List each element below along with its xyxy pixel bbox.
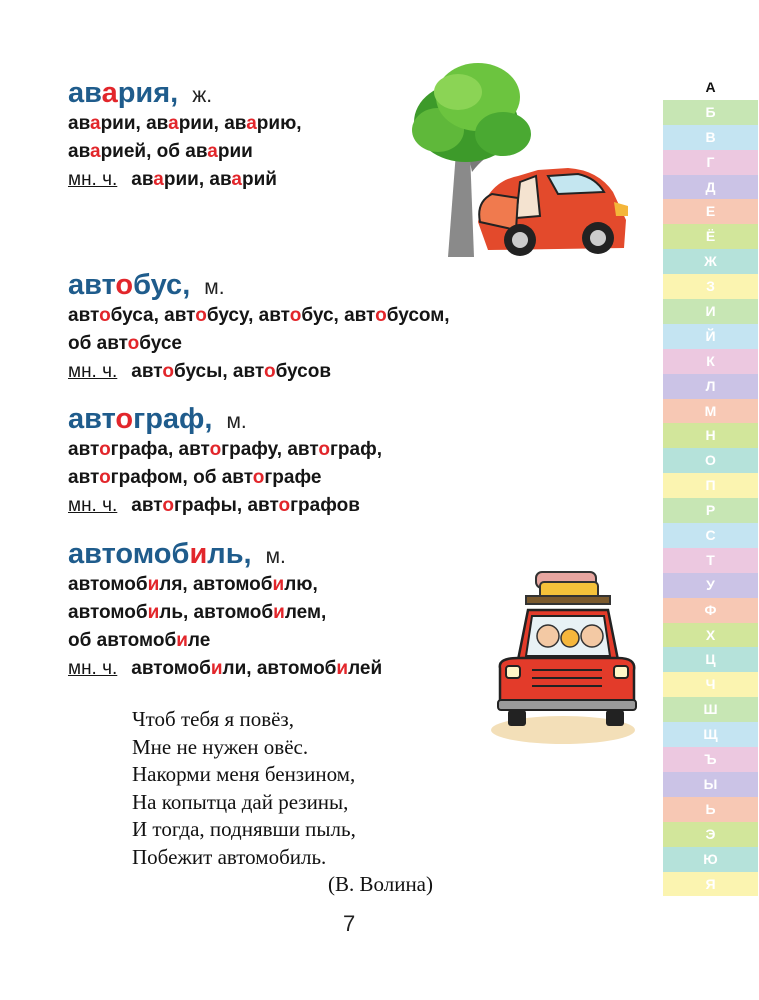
- alphabet-letter[interactable]: Н: [663, 423, 758, 448]
- form-line: [68, 436, 382, 464]
- stress-mark: о: [127, 333, 140, 354]
- form-text: графу, авт: [221, 439, 319, 460]
- stress-mark: о: [115, 269, 134, 301]
- form-text: буса, авт: [110, 305, 196, 326]
- form-line: [68, 599, 382, 627]
- stress-mark: и: [176, 630, 188, 651]
- stress-mark: о: [318, 439, 330, 460]
- alphabet-letter[interactable]: Х: [663, 623, 758, 648]
- case-forms: [68, 436, 382, 520]
- poem-author: (В. Волина): [328, 872, 433, 896]
- alphabet-letter[interactable]: Т: [663, 548, 758, 573]
- stress-mark: а: [90, 113, 101, 134]
- poem-line: И тогда, поднявши пыль,: [132, 817, 356, 841]
- form-text: авт: [131, 495, 163, 516]
- plural-line: [68, 358, 450, 386]
- stress-mark: о: [99, 305, 111, 326]
- stress-mark: а: [207, 141, 218, 162]
- stress-mark: и: [336, 658, 349, 679]
- alphabet-letter[interactable]: Ё: [663, 224, 758, 249]
- plural-label: мн. ч.: [68, 658, 118, 679]
- form-text: ле: [187, 630, 211, 651]
- form-text: рии, ав: [178, 113, 247, 134]
- plural-line: [68, 492, 382, 520]
- alphabet-letter[interactable]: Ю: [663, 847, 758, 872]
- alphabet-letter[interactable]: Ь: [663, 797, 758, 822]
- gender-label: м.: [204, 276, 225, 299]
- form-text: авт: [131, 361, 163, 382]
- plural-label: мн. ч.: [68, 169, 118, 190]
- form-text: лю,: [284, 574, 318, 595]
- form-text: рией, об ав: [100, 141, 208, 162]
- entry-avaria: [68, 76, 302, 194]
- alphabet-letter[interactable]: Ц: [663, 647, 758, 672]
- stress-mark: о: [252, 467, 265, 488]
- alphabet-letter[interactable]: К: [663, 349, 758, 374]
- plural-line: [68, 655, 382, 683]
- alphabet-index: [663, 75, 758, 896]
- headword: автомобиль,: [68, 538, 252, 570]
- alphabet-letter[interactable]: Ш: [663, 697, 758, 722]
- alphabet-letter[interactable]: М: [663, 399, 758, 424]
- stress-mark: а: [153, 169, 164, 190]
- plural-label: мн. ч.: [68, 495, 118, 516]
- form-text: ль, автомоб: [159, 602, 274, 623]
- form-text: бусе: [139, 333, 182, 354]
- stress-mark: и: [147, 574, 160, 595]
- case-forms: [68, 302, 450, 386]
- headword: авария,: [68, 77, 179, 109]
- alphabet-letter[interactable]: Я: [663, 872, 758, 897]
- stress-mark: о: [375, 305, 387, 326]
- alphabet-letter[interactable]: С: [663, 523, 758, 548]
- form-text: ля, автомоб: [159, 574, 273, 595]
- entry-avtobus: [68, 268, 450, 386]
- alphabet-letter[interactable]: В: [663, 125, 758, 150]
- form-text: авт: [68, 467, 100, 488]
- plural-line: [68, 166, 302, 194]
- alphabet-letter[interactable]: А: [663, 75, 758, 100]
- stress-mark: а: [246, 113, 257, 134]
- stress-mark: о: [162, 495, 174, 516]
- alphabet-letter[interactable]: Ч: [663, 672, 758, 697]
- form-text: автомоб: [131, 658, 211, 679]
- form-text: бусов: [275, 361, 331, 382]
- form-text: рии: [217, 141, 253, 162]
- alphabet-letter[interactable]: Е: [663, 199, 758, 224]
- poem-line: Накорми меня бензином,: [132, 762, 356, 786]
- gender-label: ж.: [192, 84, 213, 107]
- form-text: рии, ав: [100, 113, 169, 134]
- stress-mark: о: [278, 495, 291, 516]
- form-text: граф,: [330, 439, 382, 460]
- form-text: бусы, авт: [173, 361, 264, 382]
- alphabet-letter[interactable]: Щ: [663, 722, 758, 747]
- form-text: бус, авт: [301, 305, 376, 326]
- alphabet-letter[interactable]: Ф: [663, 598, 758, 623]
- entry-avtograf: [68, 402, 382, 520]
- stress-mark: и: [189, 538, 208, 570]
- form-text: ли, автомоб: [222, 658, 337, 679]
- stress-mark: о: [99, 439, 111, 460]
- gender-label: м.: [226, 410, 247, 433]
- stress-mark: а: [101, 77, 118, 109]
- alphabet-letter[interactable]: Э: [663, 822, 758, 847]
- poem-line: Побежит автомобиль.: [132, 844, 327, 869]
- form-text: об автомоб: [68, 630, 177, 651]
- stress-mark: и: [273, 602, 285, 623]
- page-number: 7: [343, 911, 356, 936]
- headword: автограф,: [68, 403, 213, 435]
- stress-mark: а: [90, 141, 101, 162]
- form-line: [68, 571, 382, 599]
- form-text: графа, авт: [110, 439, 210, 460]
- form-text: автомоб: [68, 602, 148, 623]
- stress-mark: и: [147, 602, 160, 623]
- form-text: бусом,: [386, 305, 450, 326]
- form-text: об авт: [68, 333, 128, 354]
- alphabet-letter[interactable]: Г: [663, 150, 758, 175]
- poem-line: Чтоб тебя я повёз,: [132, 707, 294, 731]
- stress-mark: а: [168, 113, 179, 134]
- stress-mark: и: [210, 658, 223, 679]
- alphabet-letter[interactable]: Ъ: [663, 747, 758, 772]
- poem-line: Мне не нужен овёс.: [132, 734, 309, 759]
- form-line: [68, 138, 302, 166]
- stress-mark: о: [195, 305, 207, 326]
- alphabet-letter[interactable]: И: [663, 299, 758, 324]
- stress-mark: о: [115, 403, 134, 435]
- form-text: графов: [290, 495, 360, 516]
- plural-label: мн. ч.: [68, 361, 118, 382]
- headword: автобус,: [68, 269, 191, 301]
- stress-mark: о: [162, 361, 174, 382]
- stress-mark: о: [209, 439, 222, 460]
- case-forms: [68, 571, 382, 683]
- car-luggage-illustration: [488, 560, 638, 745]
- tree-crash-illustration: [408, 52, 648, 262]
- stress-mark: о: [289, 305, 302, 326]
- entry-avtomobil: [68, 537, 382, 683]
- stress-mark: и: [272, 574, 285, 595]
- form-text: ав: [68, 141, 90, 162]
- form-text: лей: [348, 658, 383, 679]
- alphabet-letter[interactable]: Ы: [663, 772, 758, 797]
- stress-mark: о: [263, 361, 276, 382]
- form-line: [68, 110, 302, 138]
- form-text: рии, ав: [163, 169, 232, 190]
- form-text: лем,: [284, 602, 327, 623]
- form-text: графом, об авт: [110, 467, 253, 488]
- form-text: графы, авт: [173, 495, 279, 516]
- alphabet-letter[interactable]: Л: [663, 374, 758, 399]
- case-forms: [68, 110, 302, 194]
- alphabet-letter[interactable]: Д: [663, 175, 758, 200]
- form-text: рий: [241, 169, 277, 190]
- form-text: бусу, авт: [206, 305, 290, 326]
- alphabet-letter[interactable]: Р: [663, 498, 758, 523]
- form-text: графе: [264, 467, 322, 488]
- alphabet-letter[interactable]: З: [663, 274, 758, 299]
- form-line: [68, 302, 450, 330]
- form-line: [68, 464, 382, 492]
- form-text: автомоб: [68, 574, 148, 595]
- stress-mark: а: [231, 169, 242, 190]
- alphabet-letter[interactable]: Ж: [663, 249, 758, 274]
- form-text: авт: [68, 305, 100, 326]
- alphabet-letter[interactable]: Й: [663, 324, 758, 349]
- alphabet-letter[interactable]: О: [663, 448, 758, 473]
- form-text: рию,: [256, 113, 302, 134]
- form-text: авт: [68, 439, 100, 460]
- form-line: [68, 627, 382, 655]
- alphabet-letter[interactable]: У: [663, 573, 758, 598]
- alphabet-letter[interactable]: П: [663, 473, 758, 498]
- poem: [132, 706, 433, 899]
- form-line: [68, 330, 450, 358]
- gender-label: м.: [265, 545, 286, 568]
- alphabet-letter[interactable]: Б: [663, 100, 758, 125]
- stress-mark: о: [99, 467, 111, 488]
- form-text: ав: [131, 169, 154, 190]
- poem-line: На копытца дай резины,: [132, 789, 349, 814]
- form-text: ав: [68, 113, 90, 134]
